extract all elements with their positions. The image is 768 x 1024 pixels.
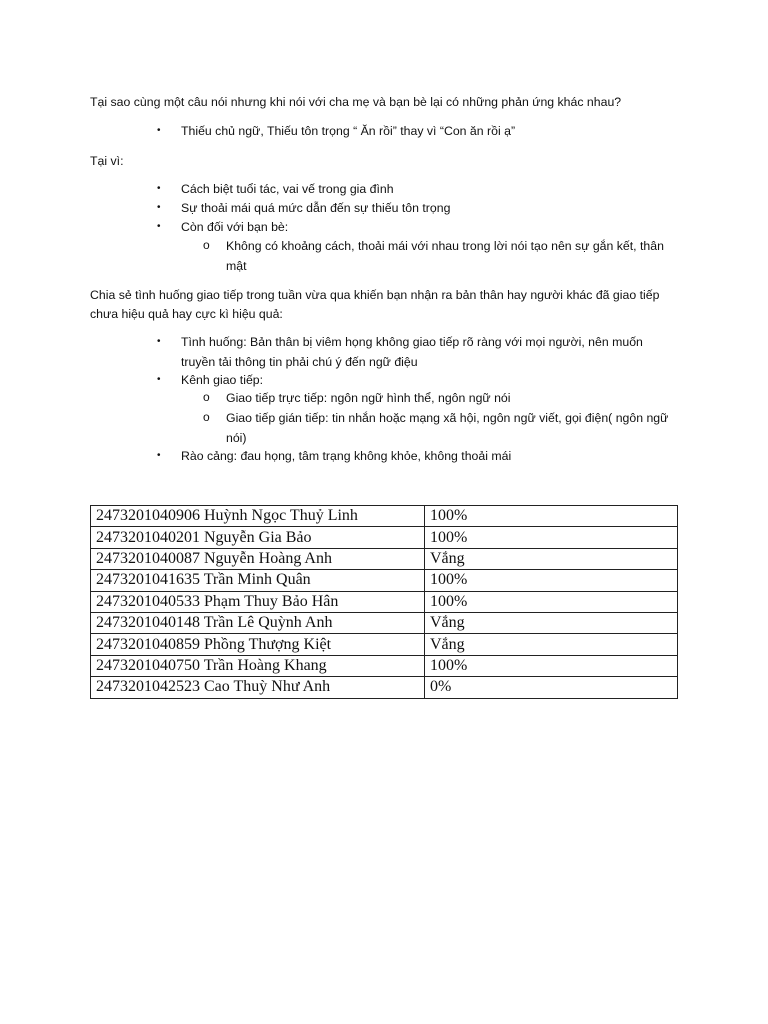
list-item-text: Cách biệt tuổi tác, vai vế trong gia đình [181, 182, 394, 196]
list-item-text [181, 332, 643, 372]
result-cell: Vắng [425, 634, 678, 655]
sub-list-item [203, 408, 678, 448]
table-row [91, 548, 678, 569]
question-2-line-2: chưa hiệu quả hay cực kì hiệu quả: [90, 307, 283, 321]
result-cell: Vắng [425, 548, 678, 569]
table-row [91, 655, 678, 676]
list-item-text: Kênh giao tiếp: [181, 373, 264, 387]
bullet-icon: • [157, 374, 161, 385]
sub-list-item-text: Giao tiếp gián tiếp: tin nhắn hoặc mạng xã hội, ngôn ngữ viết, gọi điện( ngôn ngữ nói) [226, 411, 669, 445]
table-row [91, 527, 678, 548]
circle-bullet-icon: o [203, 238, 210, 252]
list-item [157, 121, 516, 141]
list-item-text: Thiếu chủ ngữ, Thiếu tôn trọng “ Ăn rồi” thay vì “Con ăn rồi ạ” [181, 124, 516, 138]
sub-list-item [203, 236, 678, 276]
circle-bullet-icon: o [203, 390, 210, 404]
member-cell: 2473201040087 Nguyễn Hoàng Anh [91, 548, 425, 569]
sub-list-item-text: Không có khoảng cách, thoải mái với nhau trong lời nói tạo nên sự gắn kết, thân mật [226, 239, 664, 273]
table-row [91, 591, 678, 612]
list-item-text: Còn đối với bạn bè: [181, 220, 289, 234]
member-cell: 2473201040859 Phồng Thượng Kiệt [91, 634, 425, 655]
situation-line-1: Tình huống: Bản thân bị viêm họng không giao tiếp rõ ràng với mọi người, nên muốn [181, 335, 643, 349]
question-2-line-1: Chia sẻ tình huống giao tiếp trong tuần vừa qua khiến bạn nhận ra bản thân hay người khác đã giao tiếp [90, 288, 660, 302]
list-item-text: Sự thoải mái quá mức dẫn đến sự thiếu tôn trọng [181, 201, 451, 215]
member-cell: 2473201040906 Huỳnh Ngọc Thuỷ Linh [91, 506, 425, 527]
result-cell: 100% [425, 506, 678, 527]
result-cell: 100% [425, 570, 678, 591]
result-cell: 0% [425, 677, 678, 698]
bullet-icon: • [157, 221, 161, 232]
roster-table [90, 505, 678, 699]
circle-bullet-icon: o [203, 410, 210, 424]
reason-heading: Tại vì: [90, 154, 124, 168]
result-cell: 100% [425, 527, 678, 548]
bullet-icon: • [157, 125, 161, 136]
list-item [157, 198, 451, 218]
table-row [91, 506, 678, 527]
list-item-text: Rào cảng: đau họng, tâm trạng không khỏe, không thoải mái [181, 449, 512, 463]
result-cell: 100% [425, 655, 678, 676]
result-cell: 100% [425, 591, 678, 612]
list-item [157, 217, 289, 237]
sub-list-item-text: Giao tiếp trực tiếp: ngôn ngữ hình thể, ngôn ngữ nói [226, 391, 511, 405]
list-item [157, 446, 512, 466]
member-cell: 2473201040533 Phạm Thuy Bảo Hân [91, 591, 425, 612]
table-row [91, 612, 678, 633]
list-item [157, 179, 394, 199]
situation-line-2: truyền tải thông tin phải chú ý đến ngữ điệu [181, 355, 418, 369]
member-cell: 2473201042523 Cao Thuỳ Như Anh [91, 677, 425, 698]
table-row [91, 634, 678, 655]
question-1: Tại sao cùng một câu nói nhưng khi nói với cha mẹ và bạn bè lại có những phản ứng khác nhau? [90, 95, 622, 109]
bullet-icon: • [157, 450, 161, 461]
member-cell: 2473201040201 Nguyễn Gia Bảo [91, 527, 425, 548]
result-cell: Vắng [425, 612, 678, 633]
bullet-icon: • [157, 202, 161, 213]
list-item [157, 332, 643, 372]
table-row [91, 677, 678, 698]
sub-list-item [203, 388, 678, 408]
member-cell: 2473201041635 Trần Minh Quân [91, 570, 425, 591]
member-cell: 2473201040750 Trần Hoàng Khang [91, 655, 425, 676]
bullet-icon: • [157, 183, 161, 194]
bullet-icon: • [157, 336, 161, 347]
table-row [91, 570, 678, 591]
member-cell: 2473201040148 Trần Lê Quỳnh Anh [91, 612, 425, 633]
list-item [157, 370, 264, 390]
